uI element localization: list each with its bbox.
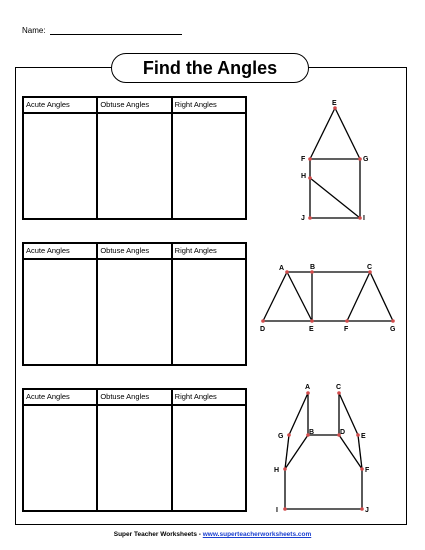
point-A [285,270,289,274]
column-header: Obtuse Angles [98,244,170,260]
point-A [306,391,310,395]
point-label-I: I [276,507,278,514]
segment-EF [310,108,335,159]
column-header: Right Angles [173,244,245,260]
point-label-B: B [309,429,315,436]
point-label-G: G [363,156,369,163]
point-label-A: A [279,265,285,272]
figure-1 [301,100,369,222]
column-header: Right Angles [173,390,245,406]
point-label-F: F [344,326,349,333]
column-header: Obtuse Angles [98,390,170,406]
point-H [308,176,312,180]
column-header: Right Angles [173,98,245,114]
point-J [360,507,364,511]
figure-2 [260,264,396,333]
footer-brand: Super Teacher Worksheets [113,531,197,538]
point-F [308,157,312,161]
point-I [283,507,287,511]
segment-EG [335,108,360,159]
point-label-G: G [390,326,396,333]
point-label-H: H [301,173,307,180]
segment-AE [287,272,312,321]
point-label-G: G [278,433,284,440]
footer-separator: - [196,531,203,538]
column-header: Acute Angles [24,390,96,406]
point-label-D: D [260,326,266,333]
point-G [287,433,291,437]
segment-HI [310,178,360,218]
column-header: Acute Angles [24,98,96,114]
point-label-E: E [309,326,314,333]
point-E [310,319,314,323]
segment-AG [289,393,308,435]
point-D [261,319,265,323]
point-J [308,216,312,220]
point-label-E: E [361,433,366,440]
point-label-J: J [301,215,305,222]
point-F [345,319,349,323]
footer-link[interactable]: www.superteacherworksheets.com [202,531,312,538]
column-header: Obtuse Angles [98,98,170,114]
point-H [283,467,287,471]
figure-3 [274,384,370,514]
segment-CG [370,272,393,321]
segment-CF [347,272,370,321]
name-label: Name: [22,26,46,35]
point-C [337,391,341,395]
point-label-A: A [305,384,311,391]
point-label-C: C [336,384,342,391]
point-label-H: H [274,467,280,474]
footer [0,531,425,538]
segment-AD [263,272,287,321]
point-label-B: B [310,264,316,271]
page-title-text: Find the Angles [142,57,278,78]
point-label-E: E [332,100,337,107]
point-label-D: D [340,429,346,436]
column-header: Acute Angles [24,244,96,260]
point-label-I: I [363,215,365,222]
point-I [358,216,362,220]
point-E [356,433,360,437]
point-G [358,157,362,161]
point-G [391,319,395,323]
point-label-F: F [365,467,370,474]
point-F [360,467,364,471]
point-label-C: C [367,264,373,271]
point-label-F: F [301,156,306,163]
point-label-J: J [365,507,369,514]
